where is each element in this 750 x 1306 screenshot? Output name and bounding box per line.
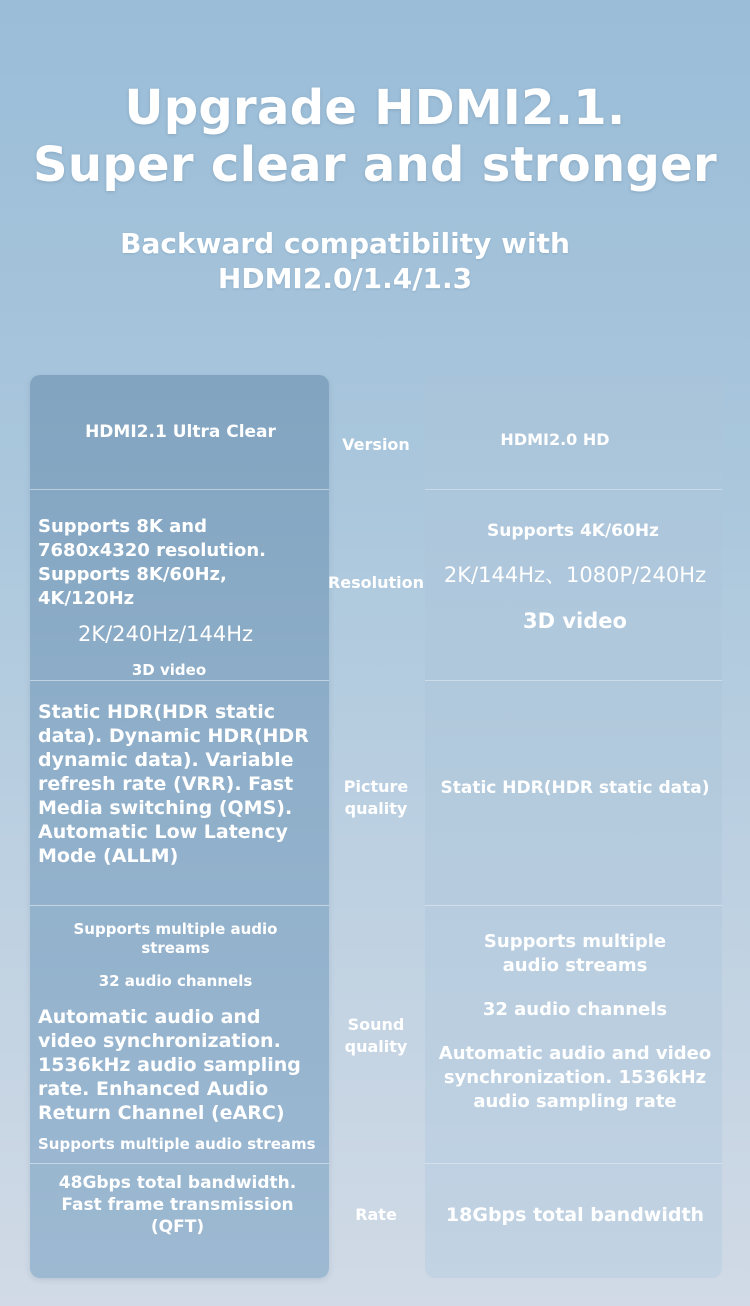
label-picture-1: Picture [343, 777, 409, 796]
row-sound-left [38, 920, 323, 1156]
sound-hdmi20-channels: 32 audio channels [482, 999, 668, 1020]
row-divider [425, 680, 722, 681]
sound-hdmi20-streams: Supports multiple audio streams [483, 931, 667, 976]
resolution-hdmi21-main: Supports 8K and 7680x4320 resolution. Supports 8K/60Hz, 4K/120Hz [38, 516, 267, 609]
row-divider [30, 905, 329, 906]
subheadline-line-1: Backward compatibility with [120, 227, 570, 260]
row-sound-right [430, 930, 720, 1130]
label-sound-2: quality [344, 1037, 408, 1056]
resolution-hdmi20-rates: 2K/144Hz、1080P/240Hz [443, 563, 707, 587]
label-picture-2: quality [344, 799, 408, 818]
headline-line-2: Super clear and stronger [32, 137, 718, 193]
row-divider [425, 905, 722, 906]
row-rate-right [430, 1200, 720, 1230]
label-version: Version [342, 435, 410, 454]
subheadline-line-2: HDMI2.0/1.4/1.3 [217, 262, 473, 295]
row-resolution-right [430, 520, 720, 665]
row-resolution-label [325, 560, 427, 606]
row-resolution-left [38, 505, 323, 679]
row-rate-left [38, 1173, 323, 1237]
headline [0, 80, 750, 194]
row-picture-left [38, 700, 323, 900]
resolution-hdmi20-3d: 3D video [523, 609, 627, 633]
label-rate: Rate [355, 1205, 397, 1224]
row-picture-label [325, 770, 427, 826]
row-rate-label [325, 1200, 427, 1230]
version-hdmi21: HDMI2.1 Ultra Clear [85, 422, 276, 442]
hdmi20-panel [425, 375, 722, 1278]
version-hdmi20: HDMI2.0 HD [500, 430, 610, 449]
picture-hdmi20: Static HDR(HDR static data) [440, 778, 710, 798]
headline-line-1: Upgrade HDMI2.1. [124, 80, 626, 136]
label-sound-1: Sound [347, 1015, 405, 1034]
sound-hdmi21-streams-2: Supports multiple audio streams [38, 1135, 316, 1153]
row-divider [30, 1163, 329, 1164]
sound-hdmi21-streams: Supports multiple audio streams [73, 920, 278, 957]
row-divider [425, 1163, 722, 1164]
row-picture-right [430, 770, 720, 806]
row-version-left [38, 375, 323, 489]
subheadline [0, 226, 690, 296]
sound-hdmi20-sync: Automatic audio and video synchronization. 1536kHz audio sampling rate [438, 1043, 712, 1112]
rate-hdmi20: 18Gbps total bandwidth [445, 1204, 705, 1226]
picture-hdmi21: Static HDR(HDR static data). Dynamic HDR(HDR dynamic data). Variable refresh rate (VRR). Fast Media switching (QMS). Automatic Low Latency Mode (ALLM) [38, 701, 309, 867]
label-resolution: Resolution [327, 573, 425, 592]
row-divider [30, 680, 329, 681]
sound-hdmi21-sync: Automatic audio and video synchronization. 1536kHz audio sampling rate. Enhanced Audio Return Channel (eARC) [38, 1006, 301, 1124]
resolution-hdmi20-main: Supports 4K/60Hz [487, 521, 659, 541]
row-version-label [325, 375, 427, 515]
sound-hdmi21-channels: 32 audio channels [98, 972, 253, 990]
row-divider [30, 489, 329, 490]
resolution-hdmi21-3d: 3D video [131, 661, 207, 679]
rate-hdmi21: 48Gbps total bandwidth. Fast frame transmission (QFT) [58, 1173, 297, 1237]
row-sound-label [325, 1008, 427, 1064]
row-version-right [430, 375, 720, 505]
resolution-hdmi21-rates: 2K/240Hz/144Hz [77, 622, 254, 646]
